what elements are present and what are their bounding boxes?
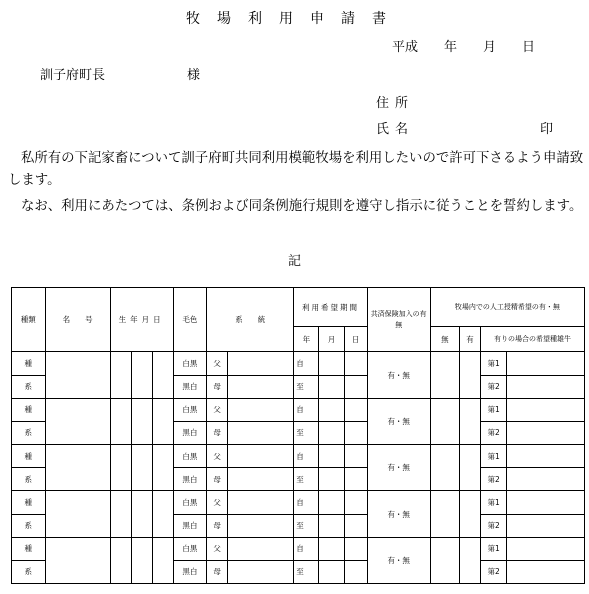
kind-cell: 種	[12, 352, 46, 375]
period-from-label: 自	[294, 398, 319, 421]
name-cell[interactable]	[45, 398, 110, 444]
kind-cell: 種	[12, 445, 46, 468]
father-label: 父	[207, 445, 228, 468]
kind-cell: 種	[12, 537, 46, 560]
period-from-label: 自	[294, 491, 319, 514]
period-to-month[interactable]	[319, 468, 344, 491]
birth-month-cell[interactable]	[131, 445, 152, 491]
bull-first-label: 第1	[481, 445, 507, 468]
father-label: 父	[207, 491, 228, 514]
period-from-month[interactable]	[319, 491, 344, 514]
ai-no-cell[interactable]	[430, 445, 459, 491]
birth-year-cell[interactable]	[110, 445, 131, 491]
birth-day-cell[interactable]	[152, 537, 173, 583]
birth-day-cell[interactable]	[152, 352, 173, 398]
insurance-cell[interactable]: 有・無	[367, 352, 430, 398]
bull-second-field[interactable]	[507, 468, 585, 491]
birth-year-cell[interactable]	[110, 537, 131, 583]
header-ai: 牧場内での人工授精希望の有・無	[430, 288, 584, 327]
header-day: 日	[344, 327, 367, 352]
bull-second-field[interactable]	[507, 514, 585, 537]
birth-month-cell[interactable]	[131, 491, 152, 537]
ai-no-cell[interactable]	[430, 398, 459, 444]
bull-second-field[interactable]	[507, 421, 585, 444]
period-from-month[interactable]	[319, 445, 344, 468]
mother-label: 母	[207, 560, 228, 583]
period-to-day[interactable]	[344, 468, 367, 491]
birth-month-cell[interactable]	[131, 537, 152, 583]
ai-yes-cell[interactable]	[460, 445, 481, 491]
period-from-day[interactable]	[344, 352, 367, 375]
color-cell: 白黒	[173, 398, 207, 421]
kind-cell: 系	[12, 560, 46, 583]
header-bull: 有りの場合の希望種雄牛	[481, 327, 585, 352]
ai-yes-cell[interactable]	[460, 398, 481, 444]
name-cell[interactable]	[45, 491, 110, 537]
bull-first-field[interactable]	[507, 491, 585, 514]
period-from-day[interactable]	[344, 491, 367, 514]
kind-cell: 系	[12, 375, 46, 398]
father-label: 父	[207, 352, 228, 375]
father-field[interactable]	[228, 491, 294, 514]
header-month: 月	[319, 327, 344, 352]
pledge-paragraph: なお、利用にあたつては、条例および同条例施行規則を遵守し指示に従うことを誓約します。	[21, 199, 583, 214]
period-to-month[interactable]	[319, 421, 344, 444]
table-row	[12, 537, 585, 560]
birth-year-cell[interactable]	[110, 398, 131, 444]
bull-second-label: 第2	[481, 560, 507, 583]
mother-label: 母	[207, 514, 228, 537]
ai-no-cell[interactable]	[430, 537, 459, 583]
birth-year-cell[interactable]	[110, 491, 131, 537]
form-title: 牧場利用申請書	[186, 11, 403, 27]
table-row	[12, 352, 585, 375]
father-field[interactable]	[228, 537, 294, 560]
mother-field[interactable]	[228, 468, 294, 491]
ai-no-cell[interactable]	[430, 352, 459, 398]
table-row	[12, 398, 585, 421]
kind-cell: 系	[12, 514, 46, 537]
name-cell[interactable]	[45, 352, 110, 398]
insurance-cell[interactable]: 有・無	[367, 537, 430, 583]
period-to-label: 至	[294, 560, 319, 583]
period-to-label: 至	[294, 375, 319, 398]
insurance-cell[interactable]: 有・無	[367, 398, 430, 444]
bull-second-label: 第2	[481, 375, 507, 398]
period-to-day[interactable]	[344, 514, 367, 537]
table-row	[12, 445, 585, 468]
bull-first-label: 第1	[481, 491, 507, 514]
birth-day-cell[interactable]	[152, 491, 173, 537]
father-field[interactable]	[228, 352, 294, 375]
mother-field[interactable]	[228, 514, 294, 537]
color-cell: 白黒	[173, 352, 207, 375]
birth-day-cell[interactable]	[152, 398, 173, 444]
bull-second-field[interactable]	[507, 560, 585, 583]
header-lineage: 系 統	[207, 288, 294, 352]
bull-second-field[interactable]	[507, 375, 585, 398]
ki-heading: 記	[287, 254, 301, 269]
period-from-day[interactable]	[344, 537, 367, 560]
insurance-cell[interactable]: 有・無	[367, 445, 430, 491]
color-cell: 白黒	[173, 445, 207, 468]
kind-cell: 種	[12, 398, 46, 421]
father-label: 父	[207, 537, 228, 560]
period-to-label: 至	[294, 421, 319, 444]
table-row	[12, 491, 585, 514]
birth-month-cell[interactable]	[131, 352, 152, 398]
period-to-month[interactable]	[319, 514, 344, 537]
header-color: 毛色	[173, 288, 207, 352]
period-from-month[interactable]	[319, 537, 344, 560]
period-to-day[interactable]	[344, 560, 367, 583]
header-name: 名 号	[45, 288, 110, 352]
period-to-day[interactable]	[344, 375, 367, 398]
period-from-day[interactable]	[344, 398, 367, 421]
period-to-month[interactable]	[319, 375, 344, 398]
name-label: 氏名	[376, 122, 415, 137]
kind-cell: 系	[12, 421, 46, 444]
color-cell: 黒白	[173, 421, 207, 444]
mother-label: 母	[207, 375, 228, 398]
bull-first-field[interactable]	[507, 537, 585, 560]
seal-mark: 印	[540, 122, 554, 137]
birth-day-cell[interactable]	[152, 445, 173, 491]
bull-second-label: 第2	[481, 514, 507, 537]
father-field[interactable]	[228, 445, 294, 468]
bull-second-label: 第2	[481, 421, 507, 444]
mother-field[interactable]	[228, 560, 294, 583]
period-from-month[interactable]	[319, 352, 344, 375]
bull-first-label: 第1	[481, 537, 507, 560]
period-to-day[interactable]	[344, 421, 367, 444]
insurance-cell[interactable]: 有・無	[367, 491, 430, 537]
mother-field[interactable]	[228, 375, 294, 398]
bull-first-label: 第1	[481, 352, 507, 375]
father-field[interactable]	[228, 398, 294, 421]
header-period: 利用希望期間	[294, 288, 367, 327]
ai-yes-cell[interactable]	[460, 491, 481, 537]
bull-first-label: 第1	[481, 398, 507, 421]
bull-first-field[interactable]	[507, 398, 585, 421]
header-ai-no: 無	[430, 327, 459, 352]
color-cell: 黒白	[173, 468, 207, 491]
date-line: 平成 年 月 日	[392, 40, 536, 55]
ai-yes-cell[interactable]	[460, 537, 481, 583]
ai-no-cell[interactable]	[430, 491, 459, 537]
livestock-table	[11, 287, 585, 584]
bull-second-label: 第2	[481, 468, 507, 491]
period-to-label: 至	[294, 468, 319, 491]
father-label: 父	[207, 398, 228, 421]
header-insurance: 共済保険加入の有無	[367, 288, 430, 352]
mother-field[interactable]	[228, 421, 294, 444]
period-to-month[interactable]	[319, 560, 344, 583]
color-cell: 黒白	[173, 375, 207, 398]
header-kind: 種類	[12, 288, 46, 352]
header-birthdate: 生年月日	[110, 288, 173, 352]
birth-year-cell[interactable]	[110, 352, 131, 398]
kind-cell: 系	[12, 468, 46, 491]
bull-first-field[interactable]	[507, 352, 585, 375]
name-cell[interactable]	[45, 445, 110, 491]
bull-first-field[interactable]	[507, 445, 585, 468]
kind-cell: 種	[12, 491, 46, 514]
color-cell: 黒白	[173, 560, 207, 583]
period-from-month[interactable]	[319, 398, 344, 421]
header-ai-yes: 有	[460, 327, 481, 352]
color-cell: 黒白	[173, 514, 207, 537]
color-cell: 白黒	[173, 491, 207, 514]
name-cell[interactable]	[45, 537, 110, 583]
mother-label: 母	[207, 421, 228, 444]
addressee: 訓子府町長	[40, 68, 106, 83]
honorific: 様	[187, 68, 201, 83]
period-from-label: 自	[294, 352, 319, 375]
color-cell: 白黒	[173, 537, 207, 560]
ai-yes-cell[interactable]	[460, 352, 481, 398]
application-paragraph: 私所有の下記家畜について訓子府町共同利用模範牧場を利用したいので許可下さるよう申請致します。	[8, 151, 584, 188]
period-from-label: 自	[294, 445, 319, 468]
period-from-day[interactable]	[344, 445, 367, 468]
header-year: 年	[294, 327, 319, 352]
birth-month-cell[interactable]	[131, 398, 152, 444]
period-from-label: 自	[294, 537, 319, 560]
mother-label: 母	[207, 468, 228, 491]
address-label: 住所	[376, 96, 415, 111]
period-to-label: 至	[294, 514, 319, 537]
